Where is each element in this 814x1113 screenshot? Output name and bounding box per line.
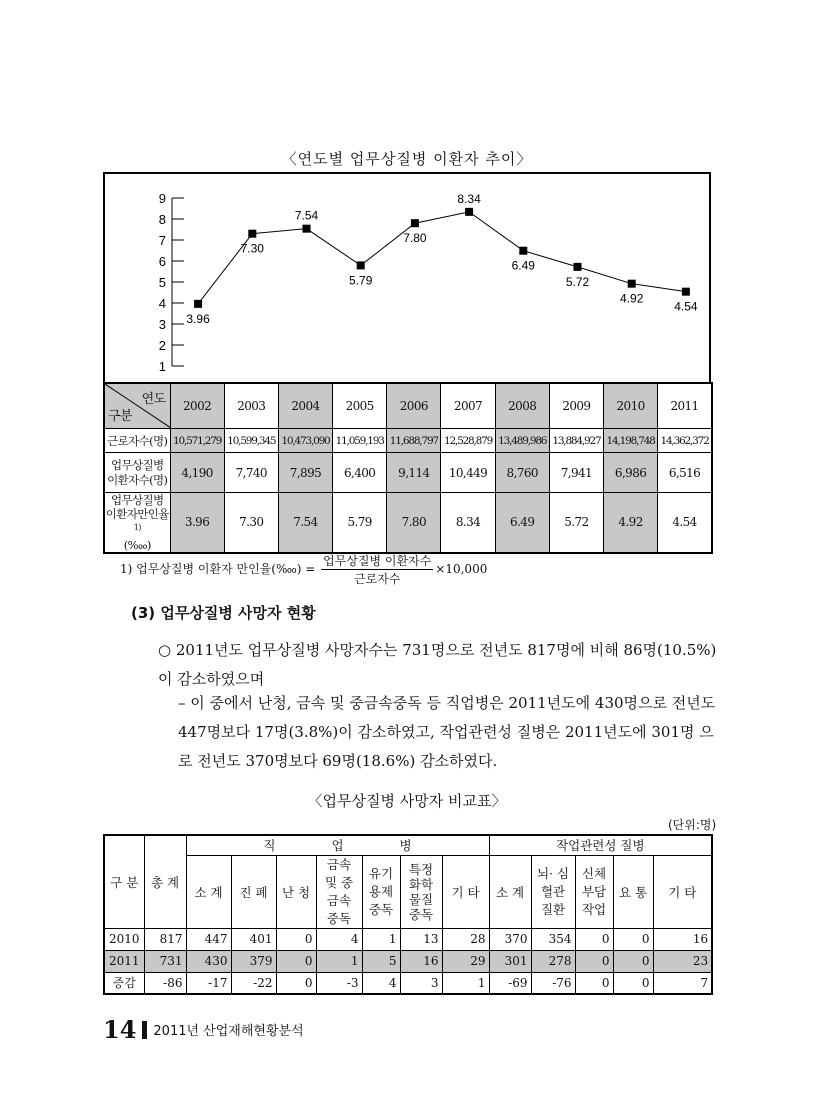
table-cell: 0 bbox=[575, 928, 613, 950]
y-tick-label: 8 bbox=[158, 212, 166, 227]
table-cell: 5 bbox=[362, 950, 400, 972]
paragraph-sub: – 이 중에서 난청, 금속 및 중금속중독 등 직업병은 2011년도에 430명으로 전년도 447명보다 17명(3.8%)이 감소하였고, 작업관련성 질병은 2011년도에 301명 으로 전년도 370명보다 69명(18.6%) 감소하였다. bbox=[178, 694, 716, 770]
table-cell: 7 bbox=[653, 972, 712, 994]
year-cell: 2011 bbox=[658, 383, 712, 429]
row-label-line3: (‱) bbox=[123, 537, 151, 552]
col-metal-poisoning: 금속 및 중금속 중독 bbox=[316, 855, 362, 928]
table-cell: 401 bbox=[231, 928, 276, 950]
table-cell: 354 bbox=[531, 928, 575, 950]
table-cell: 28 bbox=[442, 928, 489, 950]
table-cell: 6.49 bbox=[495, 493, 549, 553]
col-back-pain: 요 통 bbox=[613, 855, 653, 928]
table-cell: 9,114 bbox=[387, 453, 441, 493]
table2-unit: (단위:명) bbox=[668, 818, 717, 832]
table-cell: 0 bbox=[613, 928, 653, 950]
col-gubun: 구 분 bbox=[104, 835, 144, 928]
row-label-line1: 업무상질병 bbox=[110, 493, 164, 507]
table-cell: 8,760 bbox=[495, 453, 549, 493]
data-label: 8.34 bbox=[457, 191, 481, 206]
row-label: 증감 bbox=[104, 972, 144, 994]
page-number: 14 bbox=[103, 1015, 137, 1044]
table2-header-row1 bbox=[104, 835, 712, 855]
table-header-row bbox=[104, 383, 712, 429]
table-row-workers bbox=[104, 429, 712, 453]
header-year-label: 연도 bbox=[141, 392, 166, 407]
table-cell: 7.54 bbox=[278, 493, 332, 553]
table-cell: 10,449 bbox=[441, 453, 495, 493]
table2-header-row2 bbox=[104, 855, 712, 928]
row-label: 근로자수(명) bbox=[104, 429, 170, 453]
footnote-denominator: 근로자수 bbox=[354, 572, 401, 586]
col-organic-solvent: 유기 용제 중독 bbox=[362, 855, 400, 928]
year-cell: 2005 bbox=[333, 383, 387, 429]
y-tick-label: 5 bbox=[158, 275, 166, 290]
row-label bbox=[104, 493, 170, 553]
table-cell: 0 bbox=[575, 950, 613, 972]
table-cell: 1 bbox=[316, 950, 362, 972]
col-g1-other: 기 타 bbox=[442, 855, 489, 928]
series-line bbox=[198, 212, 686, 304]
table-cell: -76 bbox=[531, 972, 575, 994]
table-cell: 0 bbox=[276, 950, 316, 972]
table-cell: 10,599,345 bbox=[224, 429, 278, 453]
footer-divider bbox=[142, 1021, 147, 1039]
table-cell: 11,059,193 bbox=[333, 429, 387, 453]
year-cell: 2002 bbox=[170, 383, 224, 429]
footnote-numerator: 업무상질병 이환자수 bbox=[323, 554, 432, 568]
table-cell: 13,489,986 bbox=[495, 429, 549, 453]
table-cell: 4 bbox=[362, 972, 400, 994]
table-cell: 6,516 bbox=[658, 453, 712, 493]
data-label: 5.79 bbox=[349, 273, 373, 288]
diagonal-header-cell bbox=[104, 383, 170, 429]
table-cell: 278 bbox=[531, 950, 575, 972]
row-label-footnote-mark: 1) bbox=[133, 523, 141, 532]
table-cell: 1 bbox=[442, 972, 489, 994]
table-cell: 5.79 bbox=[333, 493, 387, 553]
group1-char1: 직 bbox=[263, 838, 276, 854]
data-point bbox=[357, 261, 365, 269]
table2-row-2010 bbox=[104, 928, 712, 950]
footnote bbox=[120, 552, 487, 587]
table-cell: 7.30 bbox=[224, 493, 278, 553]
y-tick-label: 9 bbox=[158, 191, 166, 206]
table-cell: 430 bbox=[186, 950, 231, 972]
paragraph-main: ○ 2011년도 업무상질병 사망자수는 731명으로 전년도 817명에 비해 86명(10.5%)이 감소하였으며 bbox=[158, 641, 717, 688]
death-comparison-table bbox=[103, 834, 713, 995]
y-tick-label: 2 bbox=[158, 338, 166, 353]
table-cell: 13 bbox=[400, 928, 442, 950]
row-label: 2010 bbox=[104, 928, 144, 950]
data-label: 7.80 bbox=[403, 231, 427, 246]
y-tick-label: 7 bbox=[158, 233, 166, 248]
table2-row-2011 bbox=[104, 950, 712, 972]
col-g2-other: 기 타 bbox=[653, 855, 712, 928]
row-label-line2: 이환자만인율 bbox=[105, 507, 169, 521]
table-cell: -3 bbox=[316, 972, 362, 994]
table-cell: 0 bbox=[613, 950, 653, 972]
data-label: 4.54 bbox=[674, 299, 698, 314]
table2-row-change bbox=[104, 972, 712, 994]
table-cell: 6,986 bbox=[604, 453, 658, 493]
table-cell: -22 bbox=[231, 972, 276, 994]
table-cell: 0 bbox=[276, 972, 316, 994]
table-cell: 4.92 bbox=[604, 493, 658, 553]
table-cell: 16 bbox=[400, 950, 442, 972]
data-point bbox=[519, 247, 527, 255]
footnote-fraction bbox=[321, 552, 433, 587]
table-cell: 7,941 bbox=[549, 453, 603, 493]
row-label: 2011 bbox=[104, 950, 144, 972]
year-cell: 2009 bbox=[549, 383, 603, 429]
footnote-prefix: 1) 업무상질병 이환자 만인율(‱) = bbox=[120, 562, 316, 576]
table-row-rate bbox=[104, 493, 712, 553]
table-cell: 16 bbox=[653, 928, 712, 950]
table-cell: 14,362,372 bbox=[658, 429, 712, 453]
header-category-label: 구분 bbox=[108, 409, 132, 424]
row-label-line1: 업무상질병 bbox=[110, 457, 164, 472]
table-cell: 4.54 bbox=[658, 493, 712, 553]
col-special-chemical: 특정 화학 물질 중독 bbox=[400, 855, 442, 928]
footnote-suffix: ×10,000 bbox=[435, 562, 488, 576]
table-cell: 301 bbox=[489, 950, 531, 972]
data-point bbox=[411, 219, 419, 227]
table-cell: 370 bbox=[489, 928, 531, 950]
col-g1-subtotal: 소 계 bbox=[186, 855, 231, 928]
table-cell: 23 bbox=[653, 950, 712, 972]
table-cell: 0 bbox=[276, 928, 316, 950]
year-cell: 2010 bbox=[604, 383, 658, 429]
table-cell: 10,473,090 bbox=[278, 429, 332, 453]
table-cell: 14,198,748 bbox=[604, 429, 658, 453]
table-cell: 10,571,279 bbox=[170, 429, 224, 453]
table-cell: 29 bbox=[442, 950, 489, 972]
y-tick-label: 6 bbox=[158, 254, 166, 269]
table-row-patients bbox=[104, 453, 712, 493]
col-pneumoconiosis: 진 폐 bbox=[231, 855, 276, 928]
data-label: 4.92 bbox=[620, 291, 644, 306]
page-footer bbox=[103, 1015, 304, 1044]
table-cell: 4,190 bbox=[170, 453, 224, 493]
group1-char3: 병 bbox=[399, 838, 412, 854]
table-cell: 6,400 bbox=[333, 453, 387, 493]
table-cell: 13,884,927 bbox=[549, 429, 603, 453]
data-point bbox=[574, 263, 582, 271]
data-point bbox=[628, 280, 636, 288]
footer-title: 2011년 산업재해현황분석 bbox=[153, 1024, 304, 1039]
table-cell: 3.96 bbox=[170, 493, 224, 553]
data-label: 6.49 bbox=[511, 258, 535, 273]
line-chart bbox=[103, 172, 711, 382]
table-cell: -69 bbox=[489, 972, 531, 994]
col-physical-burden: 신체 부담 작업 bbox=[575, 855, 613, 928]
y-tick-label: 3 bbox=[158, 317, 166, 332]
table-cell: 1 bbox=[362, 928, 400, 950]
year-cell: 2007 bbox=[441, 383, 495, 429]
col-g2-subtotal: 소 계 bbox=[489, 855, 531, 928]
data-point bbox=[248, 230, 256, 238]
table-cell: 0 bbox=[613, 972, 653, 994]
data-label: 7.30 bbox=[240, 241, 264, 256]
y-tick-label: 4 bbox=[158, 296, 166, 311]
table-cell: -17 bbox=[186, 972, 231, 994]
table-cell: 11,688,797 bbox=[387, 429, 441, 453]
data-label: 7.54 bbox=[294, 208, 319, 223]
table-cell: 5.72 bbox=[549, 493, 603, 553]
row-label bbox=[104, 453, 170, 493]
data-point bbox=[303, 225, 311, 233]
group1-char2: 업 bbox=[331, 838, 344, 854]
table-cell: 7,740 bbox=[224, 453, 278, 493]
section-heading: (3) 업무상질병 사망자 현황 bbox=[131, 604, 316, 622]
data-point bbox=[465, 208, 473, 216]
table-cell: 3 bbox=[400, 972, 442, 994]
year-cell: 2008 bbox=[495, 383, 549, 429]
line-chart-svg bbox=[105, 174, 713, 384]
table-cell: 7.80 bbox=[387, 493, 441, 553]
table2-title: 〈업무상질병 사망자 비교표〉 bbox=[307, 792, 507, 810]
year-cell: 2006 bbox=[387, 383, 441, 429]
table-cell: 8.34 bbox=[441, 493, 495, 553]
table-cell: 731 bbox=[144, 950, 186, 972]
table-cell: 12,528,879 bbox=[441, 429, 495, 453]
table-cell: 0 bbox=[575, 972, 613, 994]
table-cell: 4 bbox=[316, 928, 362, 950]
trend-data-table bbox=[103, 382, 713, 554]
row-label-line2: 이환자수(명) bbox=[107, 472, 168, 487]
group-work-related-disease: 작업관련성 질병 bbox=[489, 835, 712, 855]
col-total: 총 계 bbox=[144, 835, 186, 928]
table-cell: 817 bbox=[144, 928, 186, 950]
data-point bbox=[682, 288, 690, 296]
data-point bbox=[194, 300, 202, 308]
table-cell: -86 bbox=[144, 972, 186, 994]
data-label: 3.96 bbox=[186, 311, 210, 326]
year-cell: 2003 bbox=[224, 383, 278, 429]
table-cell: 447 bbox=[186, 928, 231, 950]
col-hearing-loss: 난 청 bbox=[276, 855, 316, 928]
data-label: 5.72 bbox=[565, 274, 590, 289]
group-occupational-disease bbox=[186, 835, 489, 855]
y-tick-label: 1 bbox=[158, 359, 166, 374]
col-cardiovascular: 뇌· 심혈관 질환 bbox=[531, 855, 575, 928]
table-cell: 7,895 bbox=[278, 453, 332, 493]
table-cell: 379 bbox=[231, 950, 276, 972]
year-cell: 2004 bbox=[278, 383, 332, 429]
chart-title: 〈연도별 업무상질병 이환자 추이〉 bbox=[281, 150, 533, 168]
